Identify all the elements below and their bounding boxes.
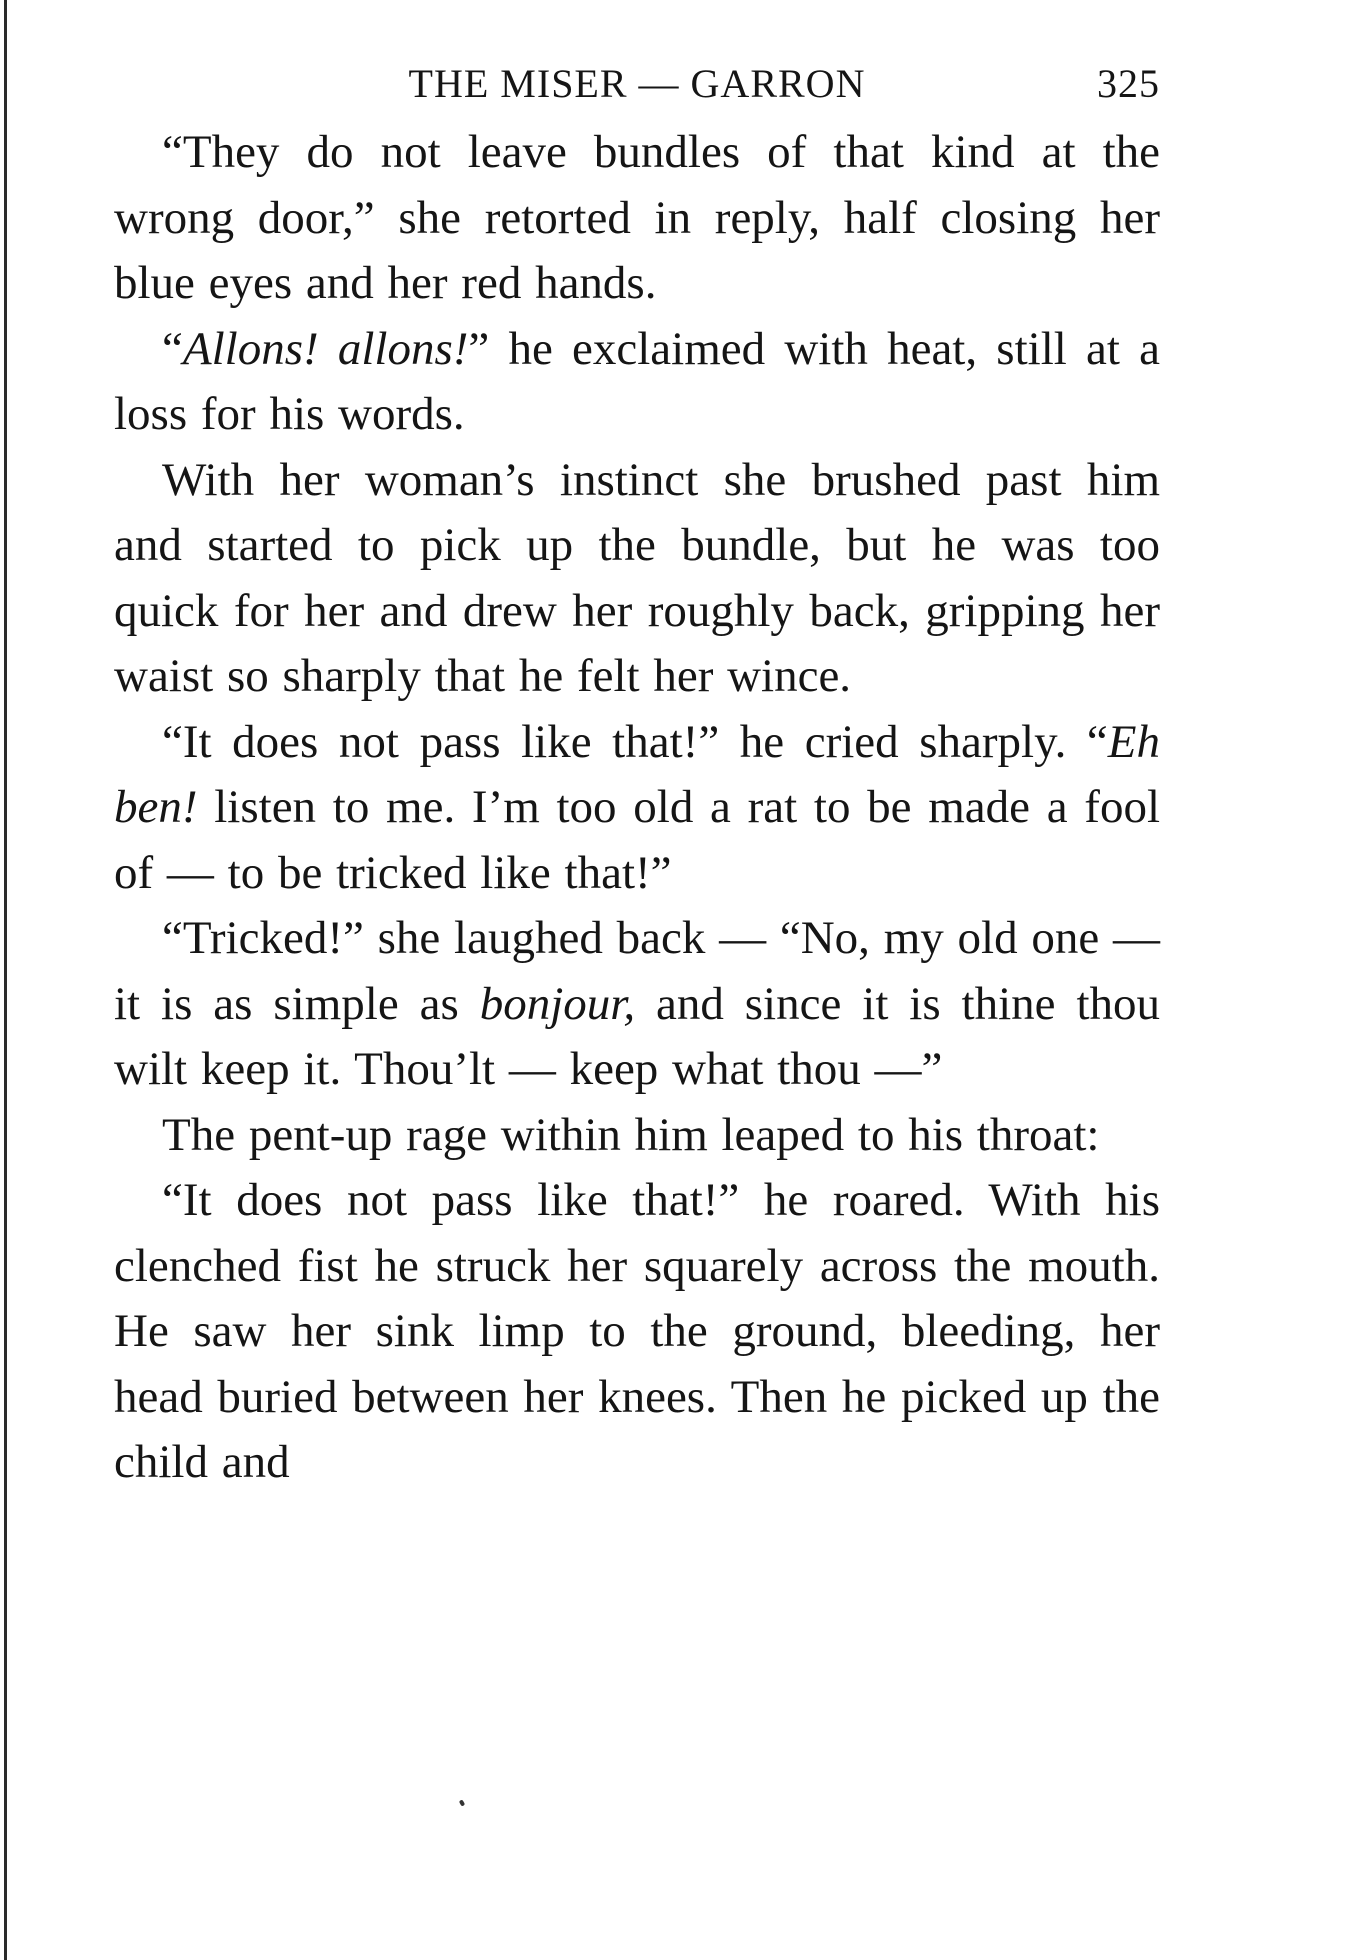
text-run: The pent-up rage within him leaped to his throat: xyxy=(162,1108,1100,1161)
paragraph xyxy=(114,1103,1160,1169)
running-title: THE MISER — GARRON xyxy=(408,61,866,106)
paragraph xyxy=(114,448,1160,710)
book-page xyxy=(114,60,1160,1496)
paragraph xyxy=(114,317,1160,448)
text-run: “Tricked!” she laughed back — “No, my old one — it is as simple as xyxy=(114,912,1160,1030)
paragraph xyxy=(114,1168,1160,1496)
text-run: “It does not pass like that!” he roared. With his clenched fist he struck her squarely across the mouth. He saw her sink limp to the ground, bleeding, her head buried between her knees. Then he picked up the child and xyxy=(114,1174,1160,1488)
text-run: “They do not leave bundles of that kind at the wrong door,” she retorted in reply, half closing her blue eyes and her red hands. xyxy=(114,126,1160,309)
paragraph xyxy=(114,710,1160,907)
text-run: With her woman’s instinct she brushed past him and started to pick up the bundle, but he was too quick for her and drew her roughly back, gripping her waist so sharply that he felt her wince. xyxy=(114,453,1160,702)
text-run: “It does not pass like that!” he cried sharply. “ xyxy=(162,715,1108,768)
body-text xyxy=(114,120,1160,1496)
italic-phrase: Eh ben! xyxy=(114,715,1160,833)
italic-phrase: Allons! allons! xyxy=(182,322,469,375)
text-run: “ xyxy=(162,322,183,375)
paragraph xyxy=(114,906,1160,1103)
text-run: listen to me. I’m too old a rat to be made a fool of — to be tricked like that!” xyxy=(114,781,1160,899)
running-head xyxy=(114,60,1160,120)
italic-phrase: bonjour, xyxy=(479,977,636,1030)
text-run: and since it is thine thou wilt keep it. Thou’lt — keep what thou —” xyxy=(114,977,1161,1095)
text-run: ” he exclaimed with heat, still at a loss for his words. xyxy=(114,322,1161,440)
ink-speck xyxy=(459,1799,465,1806)
paragraph xyxy=(114,120,1160,317)
page-edge-rule xyxy=(4,0,7,1960)
page-number: 325 xyxy=(1097,61,1160,106)
